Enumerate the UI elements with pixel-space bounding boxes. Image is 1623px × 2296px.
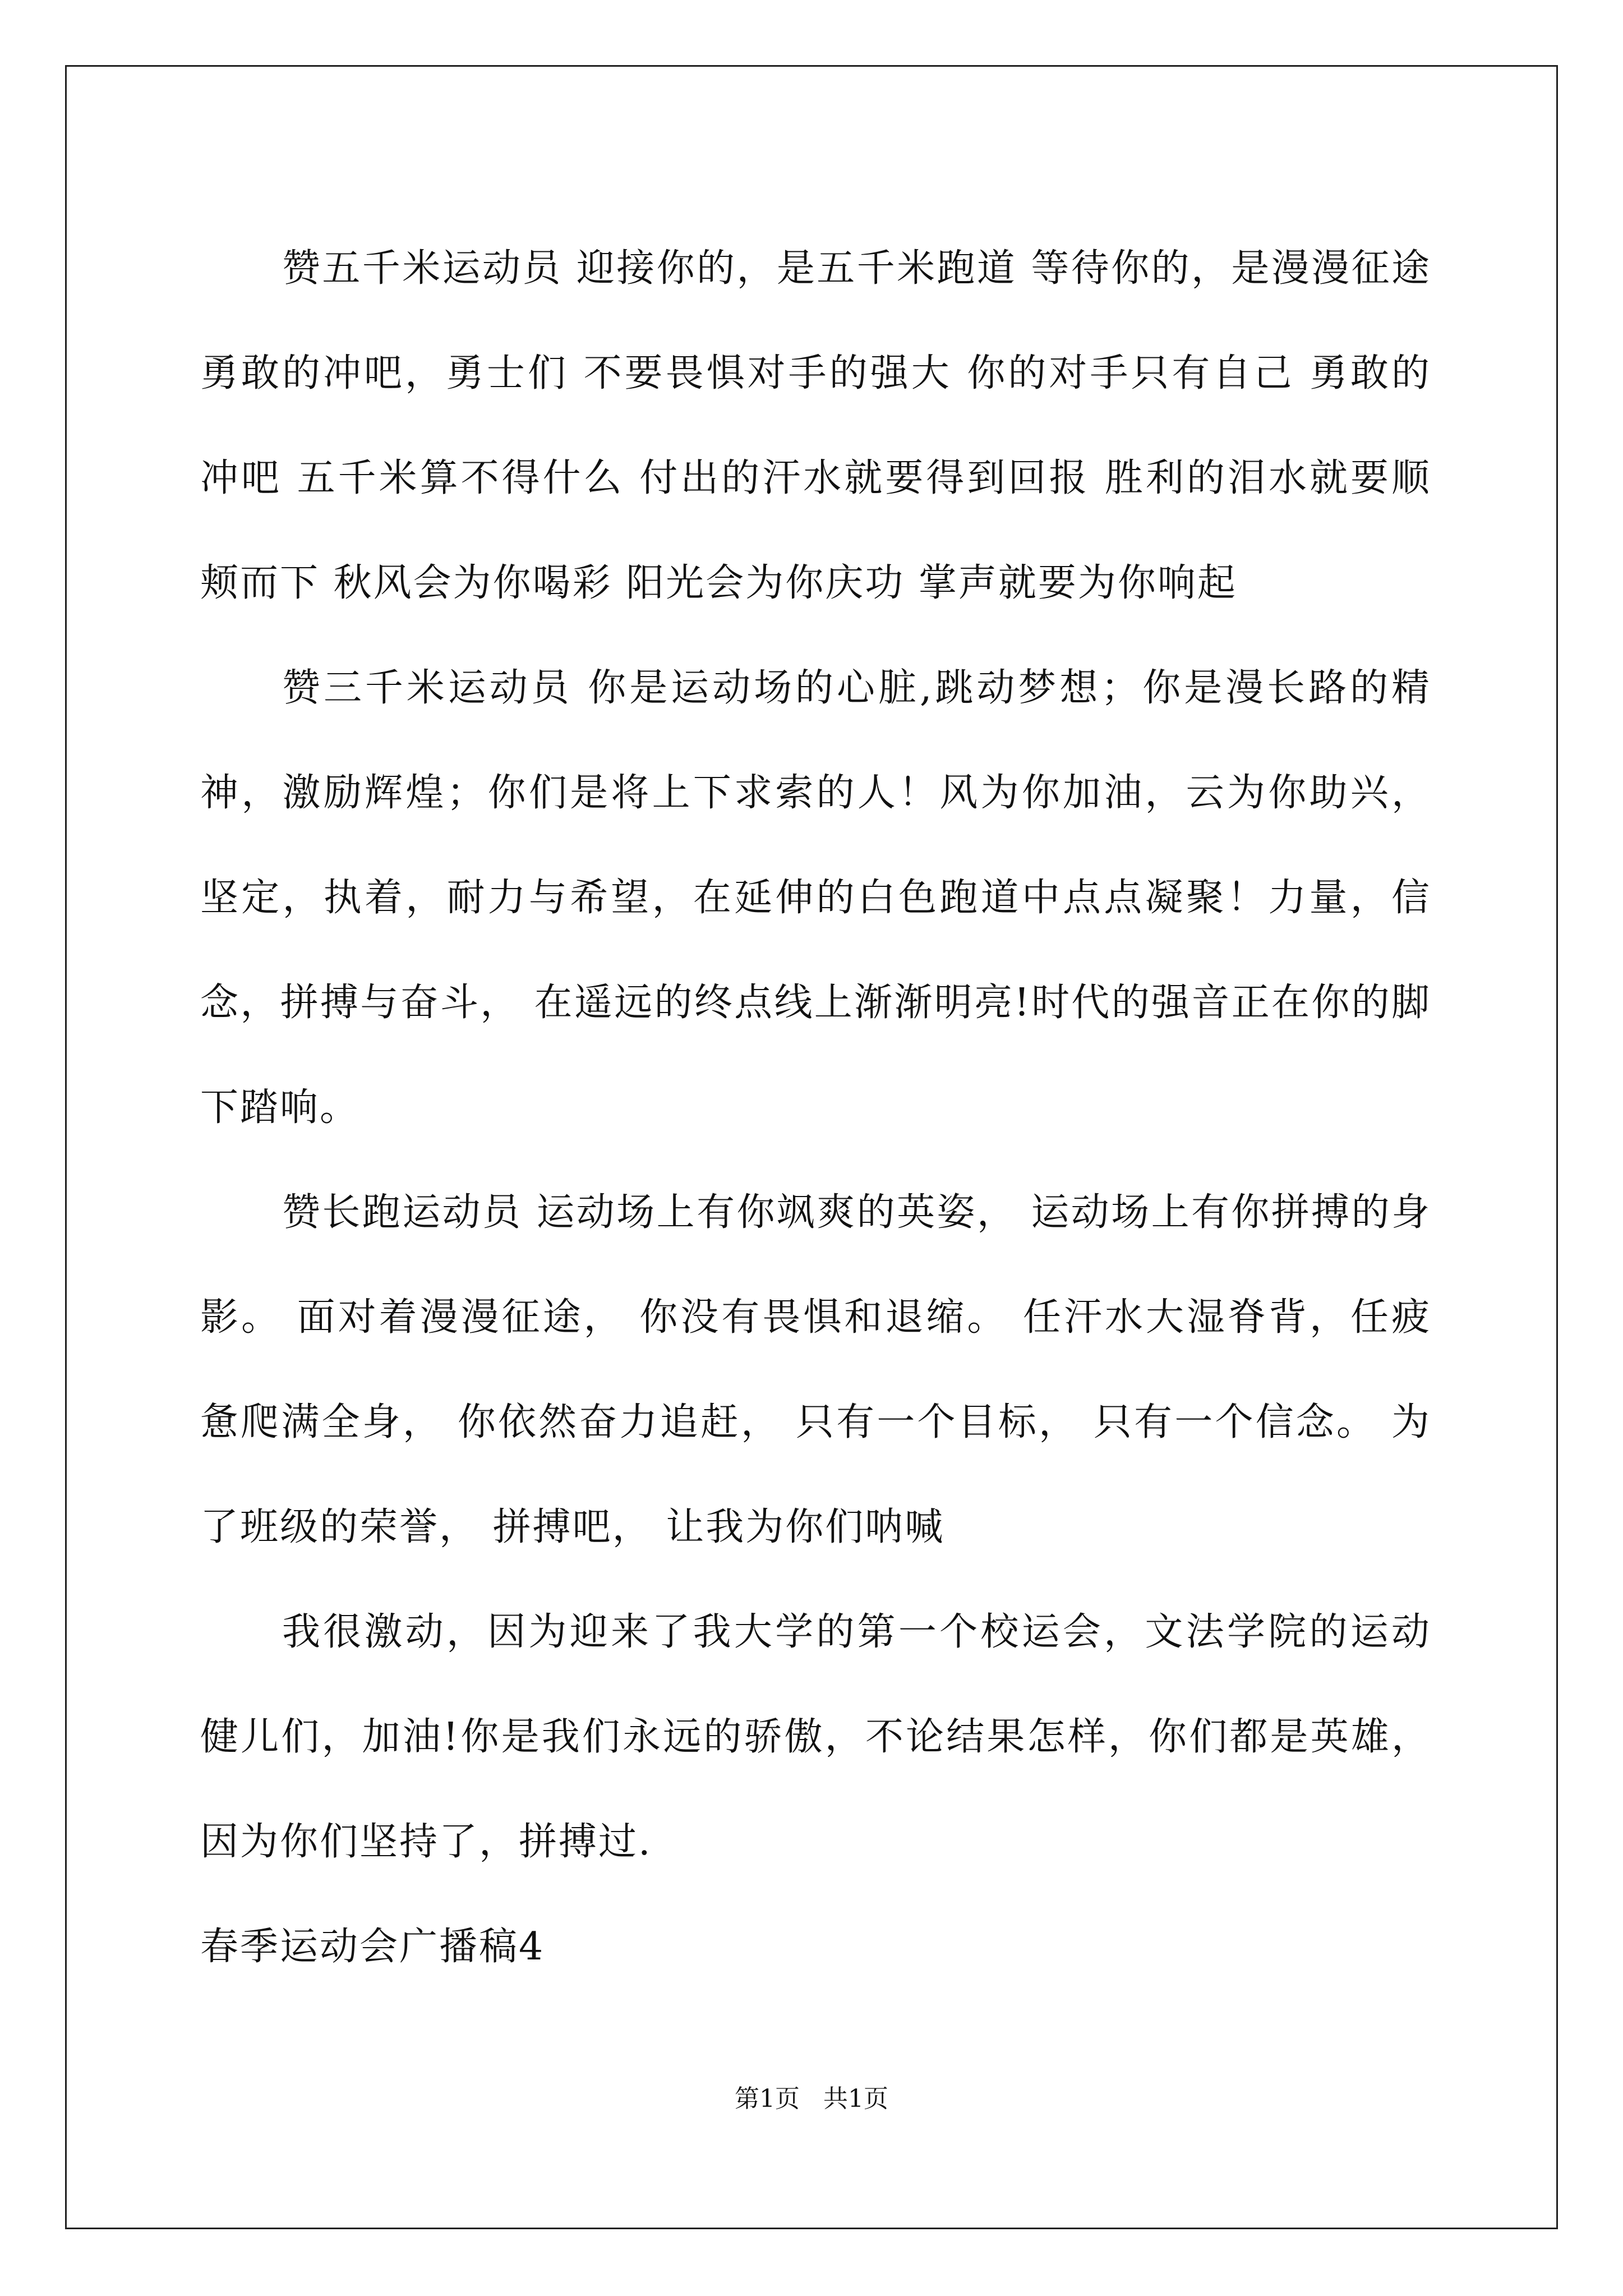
paragraph-long-distance: 赞长跑运动员 运动场上有你飒爽的英姿， 运动场上有你拼搏的身影。 面对着漫漫征途， 你没有畏惧和退缩。 任汗水大湿脊背，任疲惫爬满全身， 你依然奋力追赶， 只有一个目标， 只有一个信念。 为了班级的荣誉， 拼搏吧， 让我为你们呐喊	[200, 1190, 1431, 1549]
page-footer: 第1页 共1页	[735, 2085, 888, 2113]
section-heading: 春季运动会广播稿4	[200, 1925, 545, 1969]
document-body	[200, 216, 1445, 1999]
paragraph-3000m: 赞三千米运动员 你是运动场的心脏,跳动梦想；你是漫长路的精神，激励辉煌；你们是将上下求索的人！风为你加油，云为你助兴，坚定，执着，耐力与希望，在延伸的白色跑道中点点凝聚！力量，信念，拼搏与奋斗， 在遥远的终点线上渐渐明亮!时代的强音正在你的脚下踏响。	[200, 666, 1431, 1130]
paragraph-excitement: 我很激动，因为迎来了我大学的第一个校运会，文法学院的运动健儿们，加油!你是我们永远的骄傲，不论结果怎样，你们都是英雄，因为你们坚持了，拼搏过.	[200, 1610, 1431, 1864]
paragraph-5000m: 赞五千米运动员 迎接你的，是五千米跑道 等待你的，是漫漫征途 勇敢的冲吧，勇士们 不要畏惧对手的强大 你的对手只有自己 勇敢的冲吧 五千米算不得什么 付出的汗水就要得到回报 胜利的泪水就要顺颊而下 秋风会为你喝彩 阳光会为你庆功 掌声就要为你响起	[200, 246, 1445, 605]
